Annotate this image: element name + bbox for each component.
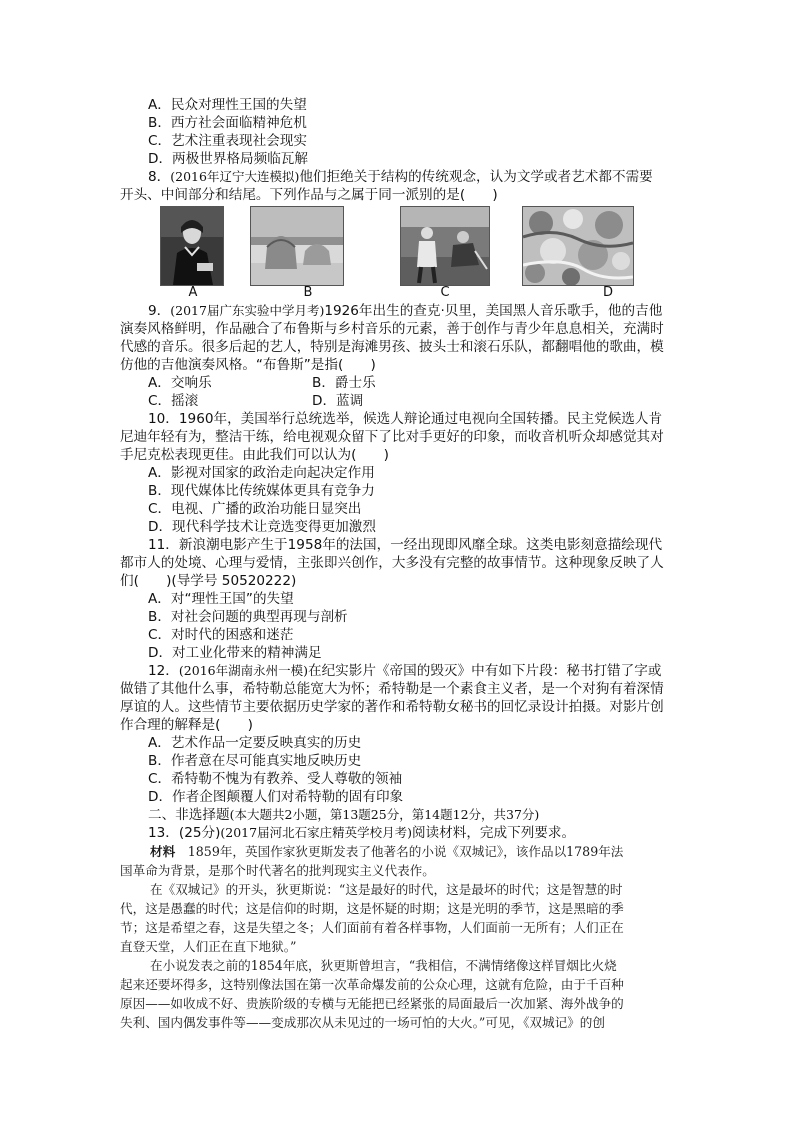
section-2-note: (本大题共2小题，第13题25分，第14题12分，共37分) <box>229 807 540 822</box>
q10-stem-line3: 手尼克松表现更佳。由此我们可以认为( ) <box>120 447 389 463</box>
q7-option-b: B．西方社会面临精神危机 <box>148 115 307 131</box>
q9-stem-line3: 代感的音乐。很多后起的艺人，特别是海滩男孩、披头士和滚石乐队，都翻唱他的歌曲，模 <box>120 339 664 355</box>
q7-option-a: A．民众对理性王国的失望 <box>148 97 307 113</box>
q12-option-d: D．作者企图颠覆人们对希特勒的固有印象 <box>148 789 404 805</box>
q8-stem-line1 <box>148 168 653 186</box>
q8-label-d: D <box>602 285 613 300</box>
q11-option-d: D．对工业化带来的精神满足 <box>148 645 322 661</box>
q12-option-c: C．希特勒不愧为有教养、受人尊敬的领袖 <box>148 771 403 787</box>
q9-stem-line1 <box>148 302 662 320</box>
material-p3-line3: 原因——如收成不好、贵族阶级的专横与无能把已经紧张的局面最后一次加紧、海外战争的 <box>120 996 624 1011</box>
q10-stem-line2: 尼迪年轻有为，整洁干练，给电视观众留下了比对手更好的印象，而收音机听众却感觉其对 <box>120 429 664 445</box>
q9-option-d: D．蓝调 <box>312 393 364 409</box>
q12-option-b: B．作者意在尽可能真实地反映历史 <box>148 753 362 769</box>
q13-number: 13．(25分) <box>148 825 221 841</box>
q13-instruction: 阅读材料，完成下列要求。 <box>411 825 576 841</box>
q9-option-b: B．爵士乐 <box>312 375 376 391</box>
q12-source: (2016年湖南永州一模) <box>178 663 308 678</box>
q11-option-b: B．对社会问题的典型再现与剖析 <box>148 609 348 625</box>
q12-stem-line3: 厚谊的人。这些情节主要依据历史学家的著作和希特勒女秘书的回忆录设计拍摄。对影片创 <box>120 699 664 715</box>
material-p2-line1: 在《双城记》的开头，狄更斯说：“这是最好的时代，这是最坏的时代；这是智慧的时 <box>150 882 623 897</box>
q8-number: 8． <box>148 169 171 185</box>
q8-stem-text: 他们拒绝关于结构的传统观念，认为文学或者艺术都不需要 <box>299 169 653 185</box>
q11-stem-line1: 11．新浪潮电影产生于1958年的法国，一经出现即风靡全球。这类电影刻意描绘现代 <box>148 537 663 553</box>
q8-label-b: B <box>303 285 313 300</box>
q12-stem-line2: 做错了其他什么事，希特勒总能宽大为怀；希特勒是一个素食主义者，是一个对狗有着深情 <box>120 681 664 697</box>
section-2-title: 二、非选择题 <box>148 807 230 823</box>
q10-stem-line1: 10．1960年，美国举行总统选举，候选人辩论通过电视向全国转播。民主党候选人肯 <box>148 411 663 427</box>
q11-stem-line3: 们( )(导学号 50520222) <box>120 573 297 589</box>
q10-option-c: C．电视、广播的政治功能日显突出 <box>148 501 362 517</box>
q12-stem-line4: 作合理的解释是( ) <box>120 717 253 733</box>
material-p1-line1 <box>150 843 623 860</box>
section-2-heading <box>148 806 539 824</box>
material-p3-line1: 在小说发表之前的1854年底，狄更斯曾坦言，“我相信，不满情绪像这样冒烟比火烧 <box>150 958 617 973</box>
q8-label-a: A <box>188 285 198 300</box>
q8-stem-line2: 开头、中间部分和结尾。下列作品与之属于同一派别的是( ) <box>120 187 498 203</box>
q12-option-a: A．艺术作品一定要反映真实的历史 <box>148 735 362 751</box>
q11-option-c: C．对时代的困惑和迷茫 <box>148 627 294 643</box>
q10-option-b: B．现代媒体比传统媒体更具有竞争力 <box>148 483 375 499</box>
q8-source: (2016年辽宁大连模拟) <box>170 169 300 184</box>
q12-number: 12． <box>148 663 179 679</box>
q10-option-d: D．现代科学技术让竞选变得更加激烈 <box>148 519 376 535</box>
q8-picture-d-abstract <box>522 206 634 286</box>
material-p1-line1-text: 1859年，英国作家狄更斯发表了他著名的小说《双城记》，该作品以1789年法 <box>187 844 624 859</box>
material-p2-line2: 代，这是愚蠢的时代；这是信仰的时期，这是怀疑的时期；这是光明的季节，这是黑暗的季 <box>120 901 624 916</box>
q11-stem-line2: 都市人的处境、心理与爱情，主张即兴创作，大多没有完整的故事情节。这种现象反映了人 <box>120 555 664 571</box>
material-p2-line4: 直登天堂，人们正在直下地狱。” <box>120 939 297 954</box>
q9-stem-text: 1926年出生的查克·贝里，美国黑人音乐歌手，他的吉他 <box>324 303 663 319</box>
material-p3-line4: 失利、国内偶发事件等——变成那次从未见过的一场可怕的大火。”可见，《双城记》的创 <box>120 1015 605 1030</box>
q9-source: (2017届广东实验中学月考) <box>170 303 325 318</box>
q8-picture-b-haystacks <box>250 206 344 286</box>
material-label: 材料 <box>150 844 176 859</box>
q9-number: 9． <box>148 303 171 319</box>
q8-label-c: C <box>440 285 450 300</box>
q9-stem-line4: 仿他的吉他演奏风格。“布鲁斯”是指( ) <box>120 357 376 373</box>
q9-option-c: C．摇滚 <box>148 393 199 409</box>
q12-stem-line1 <box>148 662 661 680</box>
q11-option-a: A．对“理性王国”的失望 <box>148 591 294 607</box>
q13-source: (2017届河北石家庄精英学校月考) <box>220 825 412 840</box>
q10-option-a: A．影视对国家的政治走向起决定作用 <box>148 465 375 481</box>
q8-picture-a-portrait <box>160 206 224 286</box>
material-p3-line2: 起来还要坏得多，这特别像法国在第一次革命爆发前的公众心理，这就有危险，由于千百种 <box>120 977 624 992</box>
material-p2-line3: 节；这是希望之春，这是失望之冬；人们面前有着各样事物，人们面前一无所有；人们正在 <box>120 920 624 935</box>
q8-picture-c-gleaners <box>400 206 490 286</box>
q12-stem-text: 在纪实影片《帝国的毁灭》中有如下片段：秘书打错了字或 <box>307 663 662 679</box>
q9-option-a: A．交响乐 <box>148 375 212 391</box>
q13-stem <box>148 824 575 842</box>
material-p1-line2: 国革命为背景，是那个时代著名的批判现实主义代表作。 <box>120 863 435 878</box>
q7-option-d: D．两极世界格局频临瓦解 <box>148 151 308 167</box>
q9-stem-line2: 演奏风格鲜明，作品融合了布鲁斯与乡村音乐的元素，善于创作与青少年息息相关，充满时 <box>120 321 664 337</box>
q7-option-c: C．艺术注重表现社会现实 <box>148 133 308 149</box>
